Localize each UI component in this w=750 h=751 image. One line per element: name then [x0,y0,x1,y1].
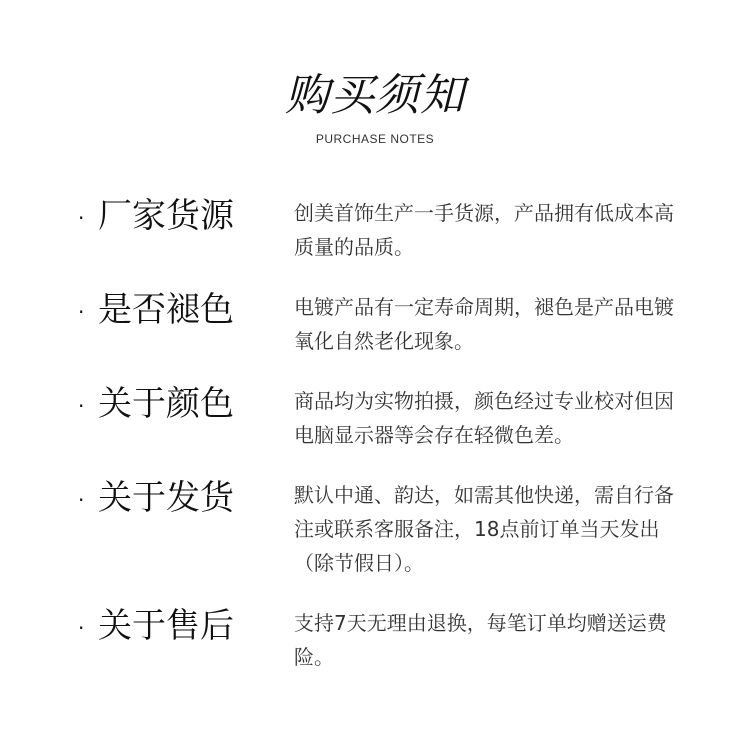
section-body: 电镀产品有一定寿命周期，褪色是产品电镀氧化自然老化现象。 [294,295,674,353]
section-body: 默认中通、韵达，如需其他快递，需自行备注或联系客服备注，18点前订单当天发出（除节假日）。 [294,483,674,575]
section-heading-text: 关于颜色 [98,384,234,424]
bullet-dot: · [78,393,85,418]
section-body: 支持7天无理由退换，每笔订单均赠送运费险。 [294,611,667,669]
section-heading-text: 关于售后 [98,606,234,646]
section-heading [78,606,234,648]
section-heading-text: 关于发货 [98,478,234,518]
section-heading-text: 厂家货源 [98,196,234,236]
section-heading [78,384,234,426]
section-heading [78,478,234,520]
bullet-dot: · [78,299,85,324]
page-subtitle: PURCHASE NOTES [315,132,435,146]
header [0,68,750,146]
bullet-dot: · [78,205,85,230]
section-heading [78,196,234,238]
section-body: 商品均为实物拍摄，颜色经过专业校对但因电脑显示器等会存在轻微色差。 [294,389,674,447]
section-heading [78,290,234,332]
bullet-dot: · [78,487,85,512]
bullet-dot: · [78,615,85,640]
page-title: 购买须知 [285,70,465,121]
section-heading-text: 是否褪色 [98,290,234,330]
section-body: 创美首饰生产一手货源，产品拥有低成本高质量的品质。 [294,201,674,259]
